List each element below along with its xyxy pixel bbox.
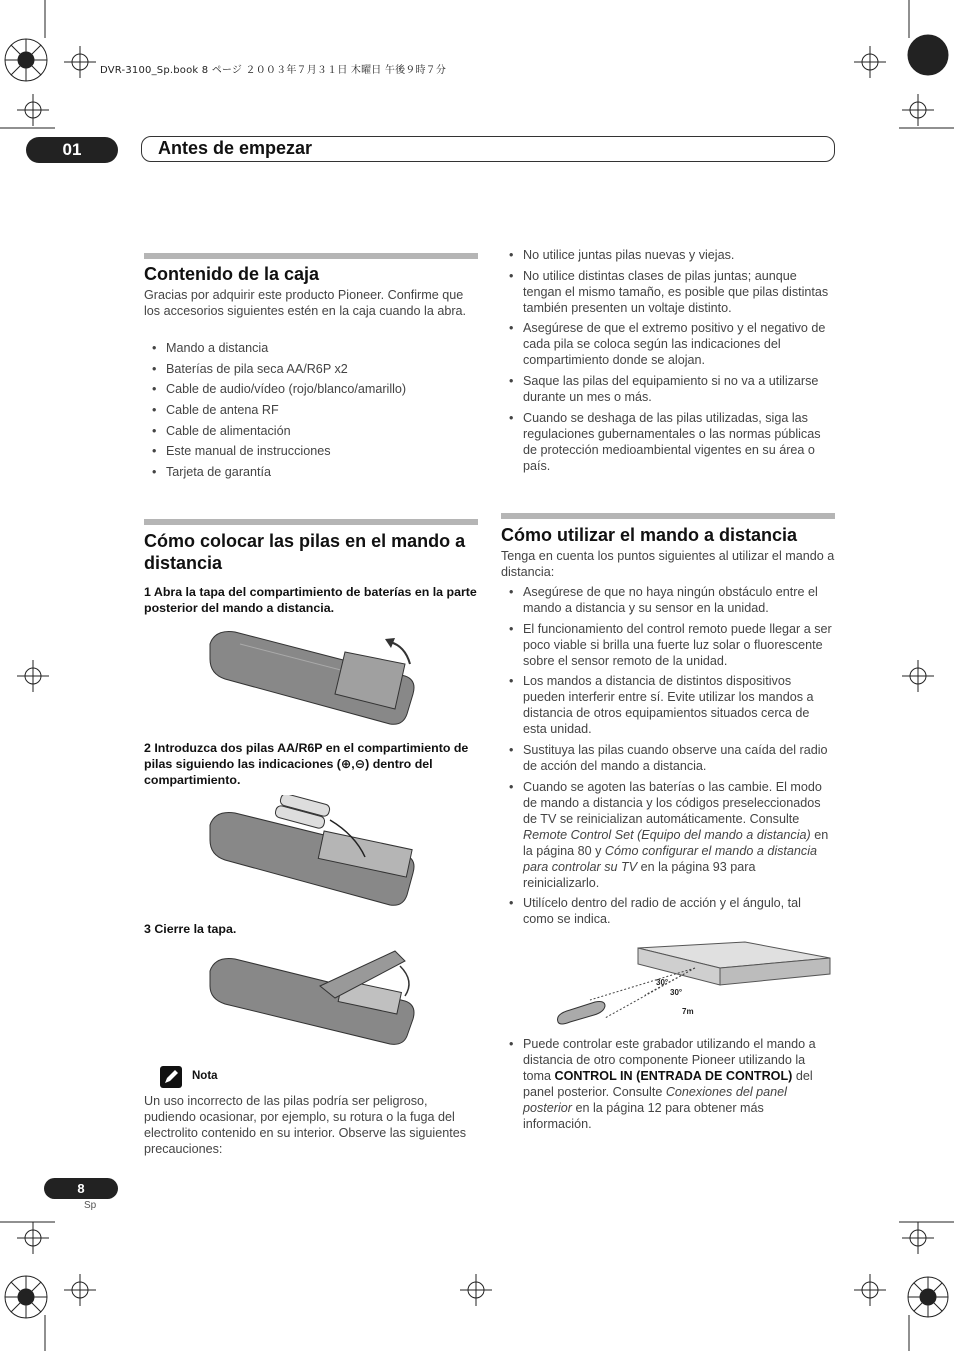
list-item: • No utilice distintas clases de pilas juntas; aunque tengan el mismo tamaño, es posible que pilas distintas también presenten un voltaje distinto. [501, 268, 835, 316]
step-1: 1 Abra la tapa del compartimiento de baterías en la parte posterior del mando a distancia. [144, 585, 477, 615]
page-number: 8 [44, 1178, 118, 1199]
list-item: • Utilícelo dentro del radio de acción y el ángulo, tal como se indica. [501, 895, 835, 927]
page-language: Sp [84, 1200, 97, 1211]
list-item: • Saque las pilas del equipamiento si no va a utilizarse durante un mes o más. [501, 373, 835, 405]
note-label: Nota [192, 1070, 218, 1082]
list-item: • Este manual de instrucciones [144, 443, 478, 459]
using-remote-intro: Tenga en cuenta los puntos siguientes al utilizar el mando a distancia: [501, 549, 835, 579]
step-3: 3 Cierre la tapa. [144, 922, 237, 936]
using-remote-list [501, 584, 835, 932]
diagram-distance: 7m [682, 1007, 694, 1016]
remote-insert-batteries-illustration [205, 795, 420, 913]
step-2: 2 Introduzca dos pilas AA/R6P en el compartimiento de pilas siguiendo las indicaciones (⊕,⊖) dentro del compartimiento. [144, 741, 469, 787]
list-item: • Cuando se deshaga de las pilas utilizadas, siga las regulaciones gubernamentales o las normas públicas de protección medioambiental vigentes en su área o país. [501, 410, 835, 474]
remote-open-cover-illustration [205, 614, 420, 734]
list-item: • Tarjeta de garantía [144, 464, 478, 480]
heading-box-contents: Contenido de la caja [144, 264, 320, 284]
list-item: • Baterías de pila seca AA/R6P x2 [144, 361, 478, 377]
diagram-angle-2: 30° [670, 988, 683, 997]
section-divider [501, 513, 835, 519]
list-item: • Sustituya las pilas cuando observe una caída del radio de acción del mando a distancia. [501, 742, 835, 774]
section-divider [144, 253, 478, 259]
heading-batteries: Cómo colocar las pilas en el mando a distancia [144, 531, 466, 573]
remote-close-cover-illustration [205, 946, 420, 1046]
list-item: • Los mandos a distancia de distintos dispositivos pueden interferir entre sí. Evite utilizar los mandos a distancia de otros equipamientos situados cerca de esta unidad. [501, 673, 835, 737]
list-item-reset: • Cuando se agoten las baterías o las cambie. El modo de mando a distancia y los códigos preseleccionados de TV se reinicializan automáticamente. Consulte Remote Control Set (Equipo del mando a distancia) en la página 80 y Cómo configurar el mando a distancia para controlar su TV en la página 93 para reinicializarlo. [501, 779, 835, 891]
diagram-angle-1: 30° [656, 978, 669, 987]
chapter-number: 01 [26, 137, 118, 163]
section-divider [144, 519, 478, 525]
print-header: DVR-3100_Sp.book 8 ページ ２００３年７月３１日 木曜日 午後９時７分 [100, 65, 447, 76]
list-item: • Cable de antena RF [144, 402, 478, 418]
list-item: • Cable de audio/vídeo (rojo/blanco/amarillo) [144, 381, 478, 397]
control-in-list [501, 1036, 835, 1137]
precautions-list [501, 247, 835, 478]
list-item: • Asegúrese de que no haya ningún obstáculo entre el mando a distancia y su sensor en la unidad. [501, 584, 835, 616]
list-item-control-in: • Puede controlar este grabador utilizando el mando a distancia de otro componente Pioneer utilizando la toma CONTROL IN (ENTRADA DE CONTROL) del panel posterior. Consulte Conexiones del panel posterior en la página 12 para obtener más información. [501, 1036, 835, 1132]
list-item: • Cable de alimentación [144, 423, 478, 439]
remote-range-diagram [550, 940, 835, 1030]
list-item: • El funcionamiento del control remoto puede llegar a ser poco viable si brilla una fuerte luz solar o fluorescente sobre el sensor remoto de la unidad. [501, 621, 835, 669]
list-item: • Asegúrese de que el extremo positivo y el negativo de cada pila se coloca según las indicaciones del compartimiento donde se alojan. [501, 320, 835, 368]
chapter-title: Antes de empezar [158, 138, 313, 158]
note-pencil-icon [160, 1066, 182, 1088]
list-item: • No utilice juntas pilas nuevas y viejas. [501, 247, 835, 263]
note-text: Un uso incorrecto de las pilas podría ser peligroso, pudiendo ocasionar, por ejemplo, su rotura o la fuga del electrolito contenido en su interior. Observe las siguientes precauciones: [144, 1094, 467, 1156]
box-contents-intro: Gracias por adquirir este producto Pioneer. Confirme que los accesorios siguientes estén en la caja cuando la abra. [144, 288, 467, 318]
list-item: • Mando a distancia [144, 340, 478, 356]
heading-using-remote: Cómo utilizar el mando a distancia [501, 525, 798, 545]
box-contents-list [144, 340, 478, 485]
